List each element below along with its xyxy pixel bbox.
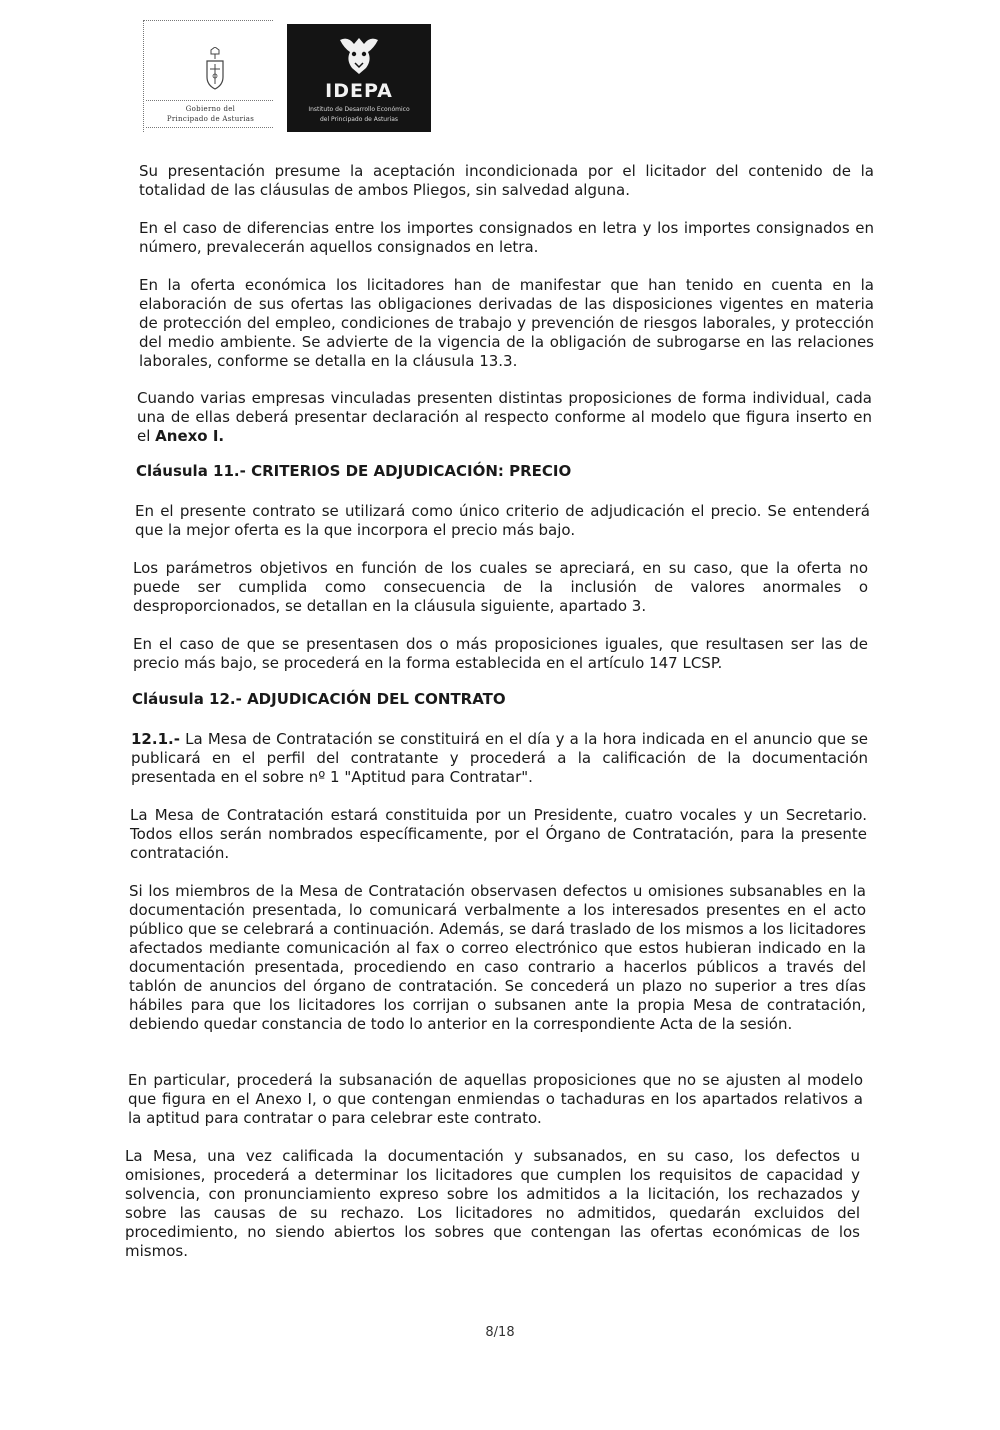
paragraph-equal-proposals: En el caso de que se presentasen dos o más proposiciones iguales, que resultasen ser las de precio más bajo, se procederá en la forma establecida en el artículo 147 LCSP.	[133, 635, 868, 672]
paragraph-linked-companies-text: Cuando varias empresas vinculadas presenten distintas proposiciones de forma individual, cada una de ellas deberá presentar declaración al respecto conforme al modelo que figura inserto en el	[137, 389, 872, 445]
idepa-emblem-icon	[336, 34, 382, 78]
paragraph-objective-parameters: Los parámetros objetivos en función de los cuales se apreciará, en su caso, que la oferta no puede ser cumplida como consecuencia de la inclusión de valores anormales o desproporcionados, se detallan en la cláusula siguiente, apartado 3.	[133, 559, 868, 615]
paragraph-economic-offer: En la oferta económica los licitadores han de manifestar que han tenido en cuenta en la elaboración de sus ofertas las obligaciones derivadas de las disposiciones vigentes en materia de protección del empleo, condiciones de trabajo y prevención de riesgos laborales, y protección del medio ambiente. Se advierte de la vigencia de la obligación de subrogarse en las relaciones laborales, conforme se detalla en la cláusula 13.3.	[139, 276, 874, 370]
idepa-subtitle-line2: del Principado de Asturias	[319, 116, 399, 123]
paragraph-amount-differences: En el caso de diferencias entre los importes consignados en letra y los importes consignados en número, prevalecerán aquellos consignados en letra.	[139, 219, 874, 256]
gov-logo-line1: Gobierno del	[185, 105, 236, 113]
page-number: 8/18	[485, 1325, 515, 1340]
heading-clause-12: Cláusula 12.- ADJUDICACIÓN DEL CONTRATO	[132, 690, 506, 708]
paragraph-mesa-determination: La Mesa, una vez calificada la documentación y subsanados, en su caso, los defectos u omisiones, procederá a determinar los licitadores que cumplen los requisitos de capacidad y solvencia, con pronunciamiento expreso sobre los admitidos a la licitación, los rechazados y sobre las causas de su rechazo. Los licitadores no admitidos, quedarán excluidos del procedimiento, no siendo abiertos los sobres que contengan las ofertas económicas de los mismos.	[125, 1147, 860, 1260]
paragraph-award-criterion: En el presente contrato se utilizará como único criterio de adjudicación el precio. Se entenderá que la mejor oferta es la que incorpora el precio más bajo.	[135, 502, 870, 539]
paragraph-12-1-text: La Mesa de Contratación se constituirá en el día y a la hora indicada en el anuncio que se publicará en el perfil del contratante y procederá a la calificación de la documentación presentada en el sobre nº 1 "Aptitud para Contratar".	[131, 730, 868, 786]
subclause-number: 12.1.-	[131, 730, 180, 748]
coat-of-arms-icon	[204, 47, 226, 91]
idepa-name: IDEPA	[325, 80, 393, 102]
logo-divider	[146, 100, 273, 101]
idepa-subtitle-line1: Instituto de Desarrollo Económico	[308, 106, 410, 113]
government-logo	[143, 20, 273, 132]
paragraph-defects-omissions: Si los miembros de la Mesa de Contratación observasen defectos u omisiones subsanables en la documentación presentada, lo comunicará verbalmente a los interesados presentes en el acto público que se celebrará a continuación. Además, se dará traslado de los mismos a los licitadores afectados mediante comunicación al fax o correo electrónico que estos hubieran indicado en la documentación presentada, procediendo en caso contrario a hacerlos públicos a través del tablón de anuncios del órgano de contratación. Se concederá un plazo no superior a tres días hábiles para que los licitadores los corrijan o subsanen ante la propia Mesa de contratación, debiendo quedar constancia de todo lo anterior en la correspondiente Acta de la sesión.	[129, 882, 866, 1033]
idepa-logo	[287, 24, 431, 132]
paragraph-acceptance: Su presentación presume la aceptación incondicionada por el licitador del contenido de la totalidad de las cláusulas de ambos Pliegos, sin salvedad alguna.	[139, 162, 874, 199]
paragraph-correction: En particular, procederá la subsanación de aquellas proposiciones que no se ajusten al modelo que figura en el Anexo I, o que contengan enmiendas o tachaduras en los apartados relativos a la aptitud para contratar o para celebrar este contrato.	[128, 1071, 863, 1127]
gov-logo-line2: Principado de Asturias	[166, 115, 255, 123]
annex-reference: Anexo I.	[155, 427, 225, 445]
paragraph-mesa-composition: La Mesa de Contratación estará constituida por un Presidente, cuatro vocales y un Secretario. Todos ellos serán nombrados específicamente, por el Órgano de Contratación, para la presente contratación.	[130, 806, 867, 862]
heading-clause-11: Cláusula 11.- CRITERIOS DE ADJUDICACIÓN: PRECIO	[136, 462, 572, 480]
paragraph-12-1	[131, 730, 868, 787]
paragraph-linked-companies	[137, 389, 872, 446]
logo-divider-bottom	[146, 127, 273, 128]
